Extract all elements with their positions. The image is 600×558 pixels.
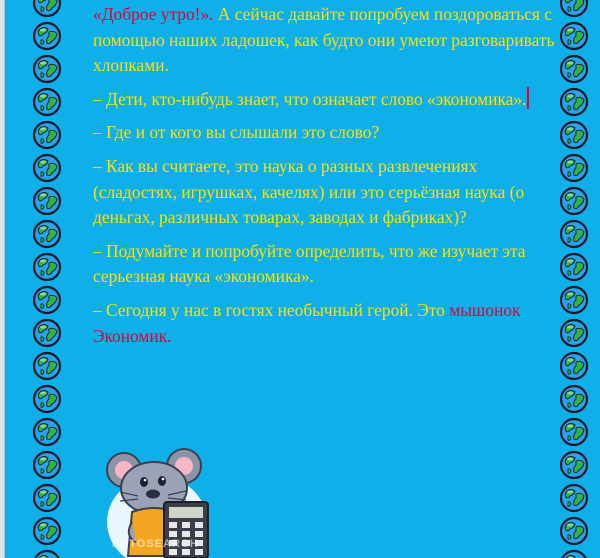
- globe-icon: [559, 549, 589, 558]
- text-run: – Дети, кто-нибудь знает, что означает слово «экономика».: [93, 88, 527, 109]
- watermark: FOTOSEARCH: [112, 538, 199, 550]
- paragraph[interactable]: [93, 298, 565, 349]
- text-run: – Как вы считаете, это наука о разных развлечениях (сладостях, игрушках, качелях) или это серьёзная наука (о деньгах, различных товарах, заводах и фабриках)?: [93, 155, 525, 228]
- globe-icon: [32, 483, 62, 513]
- globe-icon: [559, 417, 589, 447]
- text-cursor: [527, 87, 529, 109]
- globe-icon: [559, 516, 589, 546]
- globe-icon: [32, 120, 62, 150]
- globe-icon: [32, 450, 62, 480]
- globe-icon: [32, 351, 62, 381]
- paragraph[interactable]: [93, 87, 565, 113]
- globe-icon: [32, 252, 62, 282]
- text-run: А сейчас давайте попробуем поздороваться с помощью наших ладошек, как будто они умеют разговаривать хлопками.: [93, 4, 555, 76]
- text-run: – Подумайте и попробуйте определить, что же изучает эта серьезная наука «экономика».: [93, 240, 526, 287]
- globe-icon: [32, 0, 62, 18]
- highlight-text: «Доброе утро!».: [93, 4, 214, 24]
- globe-icon: [32, 87, 62, 117]
- text-run: – Сегодня у нас в гостях необычный герой. Это: [93, 299, 450, 320]
- globe-icon: [32, 186, 62, 216]
- globe-icon: [32, 219, 62, 249]
- globe-icon: [32, 21, 62, 51]
- document-page[interactable]: [5, 0, 600, 558]
- globe-icon: [32, 417, 62, 447]
- paragraph[interactable]: [93, 2, 565, 79]
- globe-icon: [32, 516, 62, 546]
- globe-icon: [559, 450, 589, 480]
- paragraph[interactable]: [93, 239, 565, 290]
- highlight-text: мышонок Экономик.: [93, 299, 521, 346]
- globe-icon: [32, 285, 62, 315]
- globe-icon: [32, 318, 62, 348]
- paragraph[interactable]: [93, 120, 565, 146]
- globe-icon: [32, 384, 62, 414]
- globe-icon: [559, 483, 589, 513]
- globe-border-left: [32, 0, 66, 558]
- globe-icon: [32, 549, 62, 558]
- document-text[interactable]: [93, 2, 565, 357]
- globe-icon: [559, 384, 589, 414]
- globe-icon: [32, 153, 62, 183]
- paragraph[interactable]: [93, 154, 565, 231]
- text-run: – Где и от кого вы слышали это слово?: [93, 122, 380, 143]
- globe-icon: [32, 54, 62, 84]
